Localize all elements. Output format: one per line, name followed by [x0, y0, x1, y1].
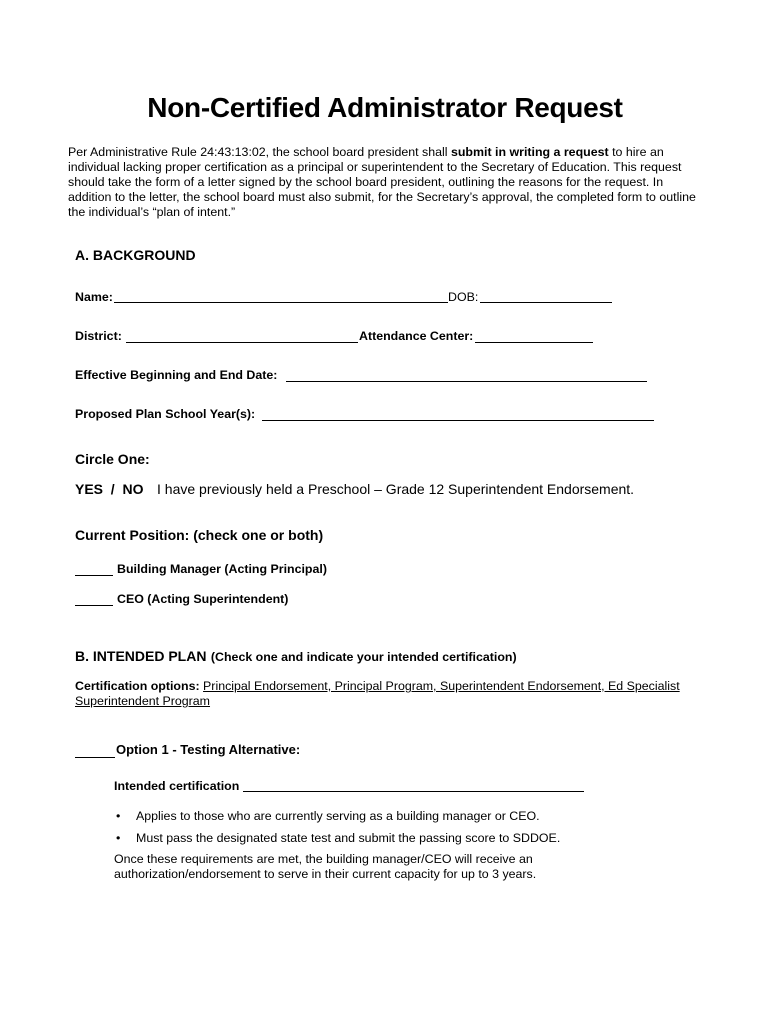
name-label: Name:: [75, 290, 113, 304]
intro-paragraph: [68, 145, 708, 220]
list-item: [116, 831, 696, 853]
option-1-closing: Once these requirements are met, the building manager/CEO will receive an authorization/endorsement to serve in their current capacity for up to 3 years.: [114, 852, 537, 881]
endorsement-statement: I have previously held a Preschool – Grade 12 Superintendent Endorsement.: [157, 481, 635, 497]
option-1-bullets: [116, 809, 696, 853]
certification-options: [75, 679, 705, 709]
current-position-heading: Current Position: (check one or both): [75, 527, 324, 543]
effective-dates-label: Effective Beginning and End Date:: [75, 368, 278, 382]
page-title: Non-Certified Administrator Request: [147, 92, 623, 123]
name-field[interactable]: [114, 302, 448, 303]
ceo-option: CEO (Acting Superintendent): [117, 592, 289, 606]
option-1-title: Option 1 - Testing Alternative:: [116, 742, 301, 757]
dob-label: DOB:: [448, 290, 479, 304]
intro-text-2: to hire an individual lacking proper certification as a principal or superintendent to the Secretary of Education. This request should take the form of a letter signed by the school board president, outlining the reasons for the request. In addition to the letter, the school board must also submit, for the Secretary’s approval, the completed form to outline the individual’s “plan of intent.”: [68, 145, 696, 219]
section-b-heading: [75, 648, 517, 666]
attendance-center-label: Attendance Center:: [359, 329, 474, 343]
dob-field[interactable]: [480, 302, 612, 303]
intro-text-1: Per Administrative Rule 24:43:13:02, the school board president shall: [68, 145, 451, 159]
plan-years-field[interactable]: [262, 420, 654, 421]
district-label: District:: [75, 329, 122, 343]
building-manager-checkbox-line[interactable]: [75, 575, 113, 576]
bullet-symbol: •: [116, 831, 121, 845]
yes-no-choice[interactable]: YES / NO: [75, 481, 144, 497]
intended-certification-field[interactable]: [243, 791, 584, 792]
section-b-note: (Check one and indicate your intended certification): [210, 650, 517, 664]
bullet-text: Applies to those who are currently serving as a building manager or CEO.: [136, 809, 540, 823]
intro-text-bold: submit in writing a request: [450, 145, 609, 159]
section-a-heading: A. BACKGROUND: [75, 247, 196, 263]
district-field[interactable]: [126, 342, 358, 343]
attendance-center-field[interactable]: [475, 342, 593, 343]
list-item: [116, 809, 696, 831]
building-manager-option: Building Manager (Acting Principal): [117, 562, 327, 576]
plan-years-label: Proposed Plan School Year(s):: [75, 407, 256, 421]
section-b-title: B. INTENDED PLAN: [75, 648, 207, 664]
bullet-text: Must pass the designated state test and submit the passing score to SDDOE.: [136, 831, 561, 845]
ceo-checkbox-line[interactable]: [75, 605, 113, 606]
bullet-symbol: •: [116, 809, 121, 823]
certification-options-list: Principal Endorsement, Principal Program, Superintendent Endorsement, Ed Specialist Superintendent Program: [75, 679, 680, 708]
circle-one-heading: Circle One:: [75, 451, 150, 467]
effective-dates-field[interactable]: [286, 381, 647, 382]
intended-certification-label: Intended certification: [114, 779, 240, 793]
certification-options-label: Certification options:: [75, 679, 200, 693]
option-1-checkbox-line[interactable]: [75, 757, 115, 758]
